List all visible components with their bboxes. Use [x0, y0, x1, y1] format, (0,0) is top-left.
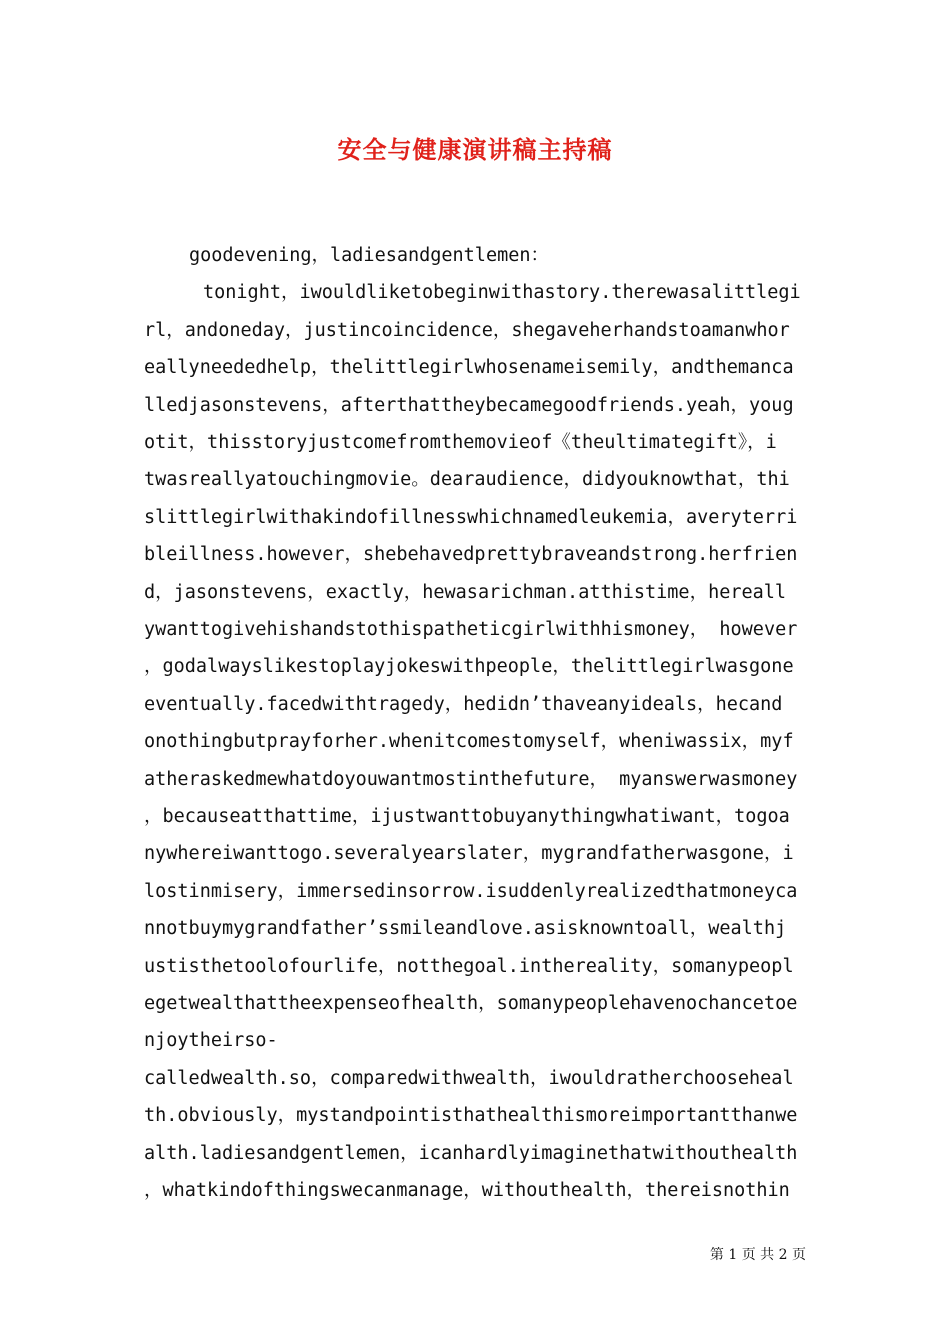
- text-line: ywanttogivehishandstothispatheticgirlwithhismoney， however: [144, 619, 798, 640]
- text-line: njoytheirso-: [144, 1030, 278, 1052]
- text-line: egetwealthattheexpenseofhealth，somanypeoplehavenochancetoe: [144, 993, 798, 1014]
- text-line: calledwealth.so，comparedwithwealth，iwouldratherchoosehеal: [144, 1067, 794, 1089]
- text-line: twasreallyatouchingmovie。dearaudience，didyouknowthat，thi: [144, 469, 790, 491]
- text-line: tonight，iwouldliketobeginwithastory.therewasalittlegi: [203, 282, 801, 304]
- text-line: d，jasonstevens，exactly，hewasarichman.atthistime，hereall: [144, 581, 787, 603]
- text-line: ，godalwayslikestoplayjokeswithpeople，thelittlegirlwasgone: [144, 656, 794, 678]
- text-line: rl，andoneday，justincoincidence，shegaveherhandstoamanwhor: [144, 319, 790, 341]
- text-line: lostinmisery，immersedinsorrow.isuddenlyrealizedthatmoneyca: [144, 880, 798, 902]
- text-line: ustisthetoolofourlife，notthegoal.inthereality，somanypeopl: [144, 955, 794, 977]
- text-line: slittlegirlwithakindofillnesswhichnamedleukemia，averyterri: [144, 506, 798, 528]
- text-line: lledjasonstevens，afterthattheybecamegoodfriends.yeah，youg: [144, 394, 794, 416]
- text-line: nywhereiwanttogo.severalyearslater，mygrandfatherwasgone，i: [144, 843, 794, 865]
- page-number-footer: 第 1 页 共 2 页: [709, 1247, 806, 1263]
- text-line: atheraskedmewhatdoyouwantmostinthefuture， myanswerwasmoney: [144, 768, 798, 790]
- text-line: th.obviously，mystandpointisthathealthismoreimportantthanwe: [144, 1105, 798, 1127]
- page-title: 安全与健康演讲稿主持稿: [337, 135, 613, 164]
- text-line: eallyneededhelp，thelittlegirlwhosenameisemily，andthemanca: [144, 357, 794, 379]
- text-line: ，whatkindofthingswecanmanage，withouthealth，thereisnothin: [144, 1180, 790, 1201]
- text-line: eventually.facedwithtragedy，hedidn’thaveanyideals，hecand: [144, 693, 783, 715]
- text-line: otit，thisstoryjustcomefromthemovieof《theultimategift》，i: [144, 432, 777, 453]
- text-line: alth.ladiesandgentlemen，icanhardlyimaginethatwithouthealth: [144, 1142, 798, 1164]
- text-line: ，becauseatthattime，ijustwanttobuyanythingwhatiwant，togoa: [144, 806, 790, 827]
- text-line: onothingbutprayforher.whenitcomestomyself，wheniwassix，myf: [144, 731, 794, 753]
- text-line: bleillness.however，shebehavedprettybraveandstrong.herfrien: [144, 544, 798, 566]
- text-line: nnotbuymygrandfather’ssmileandlove.asisknowntoall，wealthj: [144, 918, 787, 940]
- text-line: goodevening，ladiesandgentlemen：: [189, 245, 550, 266]
